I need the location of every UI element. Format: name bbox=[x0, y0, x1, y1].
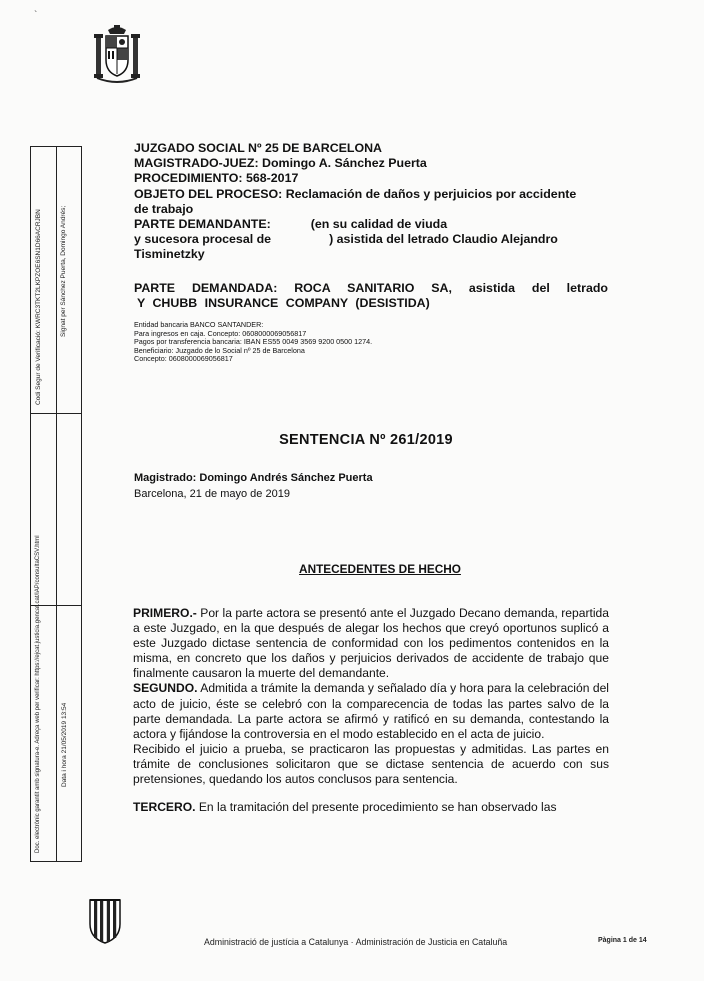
primero-text: Por la parte actora se presentó ante el Juzgado Decano demanda, repartida a este Juzgado, en la que después de alegar los hechos que creyó oportunos suplicó a este Juzgado dictase sentencia de conformidad con los pedimentos contenidos en la misma, en concreto que los daños y perjuicios derivados de accidente de trabajo que finalmente causaron la muerte del demandante. bbox=[133, 606, 609, 681]
plaintiff-line-3: Tisminetzky bbox=[134, 247, 205, 262]
bank-beneficiary: Beneficiario: Juzgado de lo Social nº 25 de Barcelona bbox=[134, 345, 305, 355]
place-date: Barcelona, 21 de mayo de 2019 bbox=[134, 488, 290, 500]
tercero-text: En la tramitación del presente procedimiento se han observado las bbox=[195, 800, 557, 815]
section-heading: ANTECEDENTES DE HECHO bbox=[299, 562, 461, 576]
paragraph-primero bbox=[133, 606, 609, 681]
signed-by-text: Signat per Sánchez Puerta, Domingo Andrés; bbox=[60, 205, 67, 337]
case-header bbox=[134, 141, 614, 263]
bank-cash: Para ingresos en caja. Concepto: 0608000069056817 bbox=[134, 328, 307, 338]
tercero-label: TERCERO. bbox=[133, 800, 196, 815]
plaintiff-role: (en su calidad de viuda bbox=[310, 217, 448, 232]
footer-text: Administració de justícia a Catalunya · Administración de Justicia en Cataluña bbox=[204, 937, 508, 947]
sentence-title: SENTENCIA Nº 261/2019 bbox=[279, 432, 453, 448]
bank-transfer: Pagos por transferencia bancaria: IBAN ES55 0049 3569 9200 0500 1274. bbox=[134, 337, 373, 347]
defendant-line-2: Y CHUBB INSURANCE COMPANY (DESISTIDA) bbox=[137, 296, 430, 311]
strip-row-divider bbox=[31, 413, 81, 414]
plaintiff-line-2 bbox=[134, 232, 614, 247]
coat-of-arms-icon bbox=[94, 24, 140, 86]
strip-column-divider bbox=[56, 147, 57, 861]
segundo-text: Admitida a trámite la demanda y señalado día y hora para la celebración del acto de juicio, éste se celebró con la comparecencia de todas las partes salvo de la parte demandada. La parte actora se afirmó y ratificó en su demanda, contestando la actora y fijándose la controversia en el modo establecido en el acta de juicio. bbox=[133, 681, 609, 741]
judge-line: MAGISTRADO-JUEZ: Domingo A. Sánchez Puerta bbox=[134, 156, 427, 171]
plaintiff-label: PARTE DEMANDANTE: bbox=[134, 217, 271, 232]
page-number: Pàgina 1 de 14 bbox=[598, 937, 647, 944]
defendant-line-1: PARTE DEMANDADA: ROCA SANITARIO SA, asistida del letrado bbox=[134, 281, 608, 295]
paragraph-segundo bbox=[133, 681, 609, 741]
corner-mark: ` bbox=[34, 10, 38, 21]
object-line-cont: de trabajo bbox=[134, 201, 194, 216]
primero-label: PRIMERO.- bbox=[133, 606, 197, 620]
catalonia-emblem-icon bbox=[88, 896, 122, 944]
magistrate-line: Magistrado: Domingo Andrés Sánchez Puerta bbox=[134, 472, 373, 484]
bank-entity: Entidad bancaria BANCO SANTANDER: bbox=[134, 320, 264, 329]
court-name: JUZGADO SOCIAL Nº 25 DE BARCELONA bbox=[134, 141, 383, 155]
plaintiff-line-1 bbox=[134, 217, 614, 232]
plaintiff-lawyer-text: ) asistida del letrado Claudio Alejandro bbox=[329, 232, 558, 247]
plaintiff-successor-text: y sucesora procesal de bbox=[134, 232, 272, 247]
date-time-text: Data i hora 21/05/2019 13:54 bbox=[61, 702, 68, 787]
bank-concept: Concepto: 0608000069056817 bbox=[134, 354, 233, 364]
object-line: OBJETO DEL PROCESO: Reclamación de daños y perjuicios por accidente bbox=[134, 186, 577, 201]
verify-url-text: Doc. electrònic garantit amb signatura-e. Adreça web per verificar: https://ejcat.justicia.gencat.cat/IAP/consultaCSV.html bbox=[35, 535, 41, 853]
paragraph-prueba: Recibido el juicio a prueba, se practicaron las propuestas y admitidas. Las partes en trámite de conclusiones solicitaron que se dictase sentencia de acuerdo con sus pretensiones, quedando los autos conclusos para sentencia. bbox=[133, 741, 609, 787]
procedure-line: PROCEDIMIENTO: 568-2017 bbox=[134, 171, 299, 186]
csv-code-text: Codi Segur de Verificació: KWRC3TKT2LKPZOE6SN1D66ACRJBN bbox=[35, 209, 42, 405]
document-body bbox=[133, 606, 609, 815]
paragraph-tercero bbox=[133, 800, 609, 815]
defendant-block bbox=[134, 281, 608, 311]
bank-details bbox=[134, 321, 372, 364]
segundo-label: SEGUNDO. bbox=[133, 681, 198, 696]
verification-strip bbox=[30, 146, 82, 862]
